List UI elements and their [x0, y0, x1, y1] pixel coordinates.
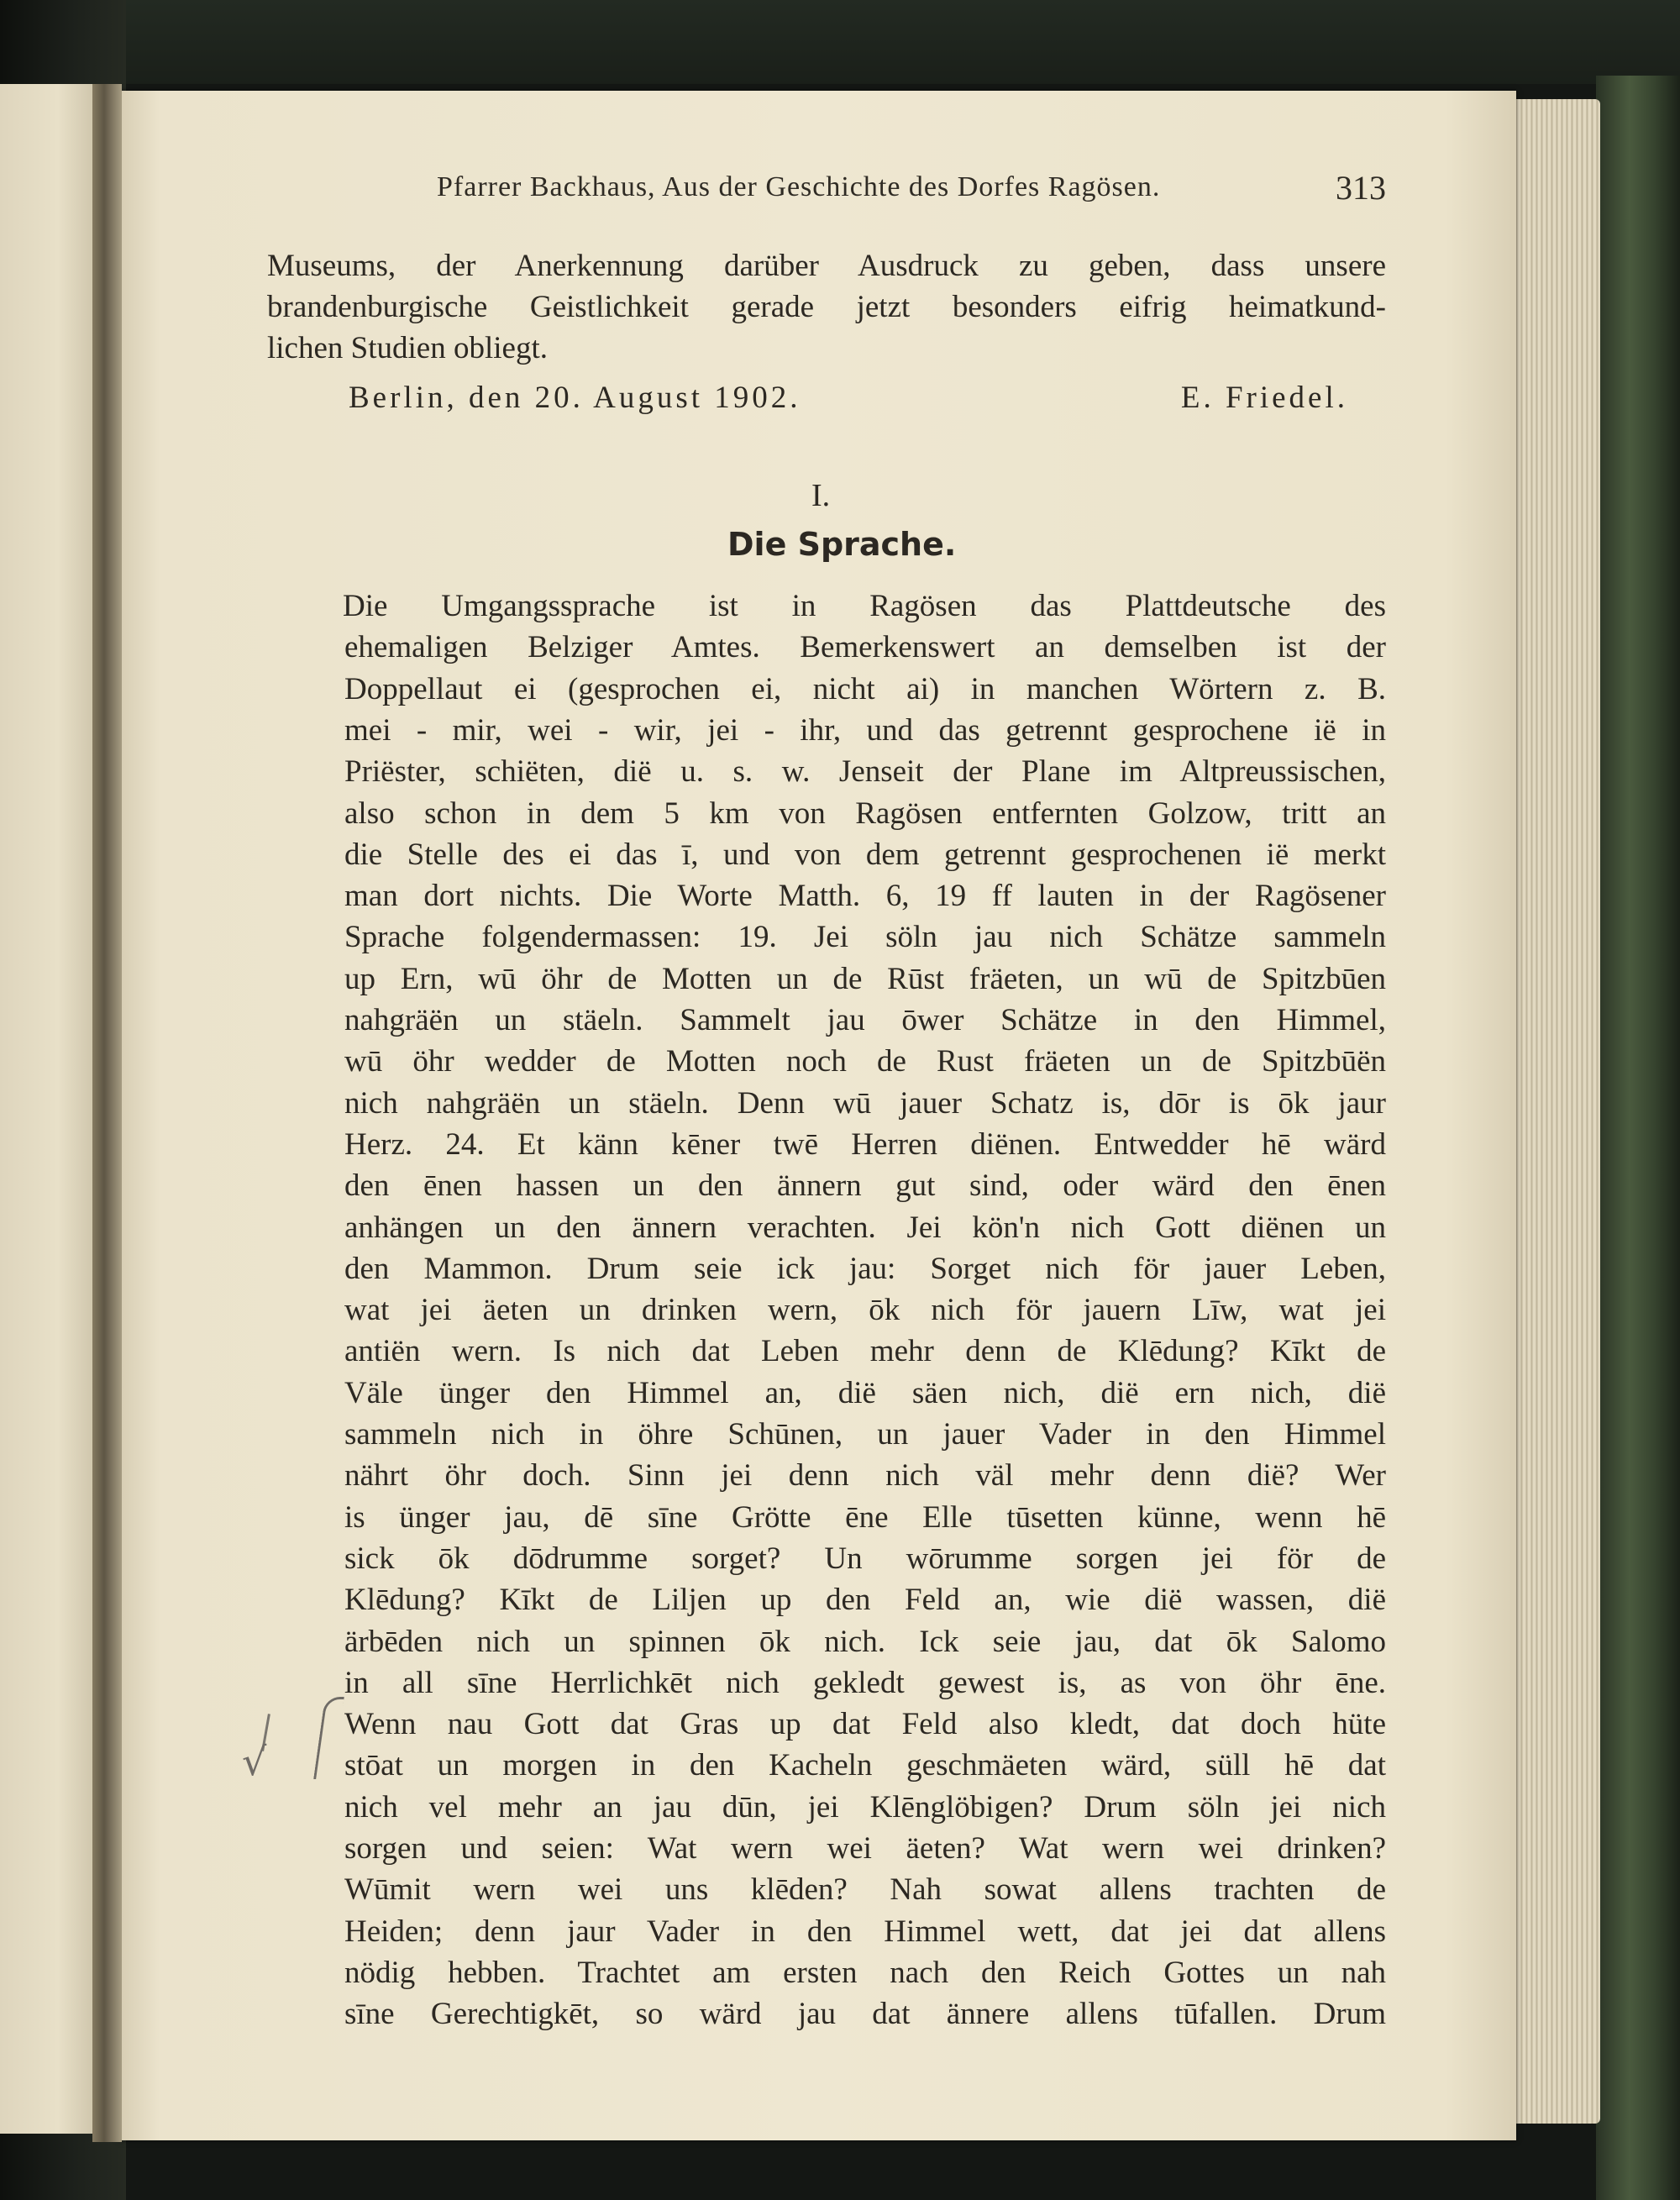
book-cover-right	[1596, 76, 1680, 2200]
body-line: sick ōk dōdrumme sorget? Un wōrumme sorgen jei för de	[344, 1541, 1386, 1576]
body-line: den ēnen hassen un den ännern gut sind, oder wärd den ēnen	[344, 1168, 1386, 1203]
check-mark-icon: √	[242, 1739, 267, 1784]
body-line: in all sīne Herrlichkēt nich gekledt gewest is, as von öhr ēne.	[344, 1666, 1386, 1700]
body-line: Wenn nau Gott dat Gras up dat Feld also kledt, dat doch hüte	[344, 1707, 1386, 1741]
body-line: sammeln nich in öhre Schūnen, un jauer Vader in den Himmel	[344, 1417, 1386, 1452]
page-edges	[1508, 99, 1600, 2124]
body-line: die Stelle des ei das ī, und von dem getrennt gesprochenen ië merkt	[344, 837, 1386, 872]
section-title: Die Sprache.	[727, 526, 957, 563]
body-line: wū öhr wedder de Motten noch de Rust fräeten un de Spitzbūën	[344, 1044, 1386, 1079]
body-line: nährt öhr doch. Sinn jei denn nich väl mehr denn dië? Wer	[344, 1458, 1386, 1493]
text-line: lichen Studien obliegt.	[267, 331, 548, 365]
page-number: 313	[1336, 169, 1386, 207]
body-line: Wūmit wern wei uns klēden? Nah sowat allens trachten de	[344, 1872, 1386, 1907]
body-line: ärbēden nich un spinnen ōk nich. Ick seie jau, dat ōk Salomo	[344, 1625, 1386, 1659]
body-line: Doppellaut ei (gesprochen ei, nicht ai) in manchen Wörtern z. B.	[344, 672, 1386, 706]
body-line: anhängen un den ännern verachten. Jei kön'n nich Gott diënen un	[344, 1210, 1386, 1245]
body-line: man dort nichts. Die Worte Matth. 6, 19 ff lauten in der Ragösener	[344, 879, 1386, 913]
text-line: Museums, der Anerkennung darüber Ausdruck zu geben, dass unsere	[267, 249, 1386, 283]
body-line: Die Umgangssprache ist in Ragösen das Plattdeutsche des	[343, 589, 1386, 623]
body-line: stōat un morgen in den Kacheln geschmäeten wärd, süll hē dat	[344, 1748, 1386, 1783]
body-line: nahgräën un stäeln. Sammelt jau ōwer Schätze in den Himmel,	[344, 1003, 1386, 1037]
body-line: up Ern, wū öhr de Motten un de Rūst fräeten, un wū de Spitzbūen	[344, 962, 1386, 996]
body-line: Väle ünger den Himmel an, dië säen nich, dië ern nich, dië	[344, 1376, 1386, 1410]
body-line: den Mammon. Drum seie ick jau: Sorget nich för jauer Leben,	[344, 1252, 1386, 1286]
book-gutter	[92, 84, 122, 2142]
body-line: Priëster, schiëten, dië u. s. w. Jenseit der Plane im Altpreussischen,	[344, 754, 1386, 789]
body-line: is ünger jau, dē sīne Grötte ēne Elle tūsetten künne, wenn hē	[344, 1500, 1386, 1535]
body-line: nödig hebben. Trachtet am ersten nach den Reich Gottes un nah	[344, 1956, 1386, 1990]
text-line: brandenburgische Geistlichkeit gerade jetzt besonders eifrig heimatkund-	[267, 290, 1386, 324]
body-line: Herz. 24. Et känn kēner twē Herren diënen. Entwedder hē wärd	[344, 1127, 1386, 1162]
body-line: mei - mir, wei - wir, jei - ihr, und das getrennt gesprochene ië in	[344, 713, 1386, 748]
signature-line	[349, 380, 1348, 416]
body-line: sorgen und seien: Wat wern wei äeten? Wat wern wei drinken?	[344, 1831, 1386, 1866]
running-head: Pfarrer Backhaus, Aus der Geschichte des Dorfes Ragösen.	[437, 171, 1161, 202]
body-line: Klēdung? Kīkt de Liljen up den Feld an, wie dië wassen, dië	[344, 1583, 1386, 1617]
body-line: nich vel mehr an jau dūn, jei Klēnglöbigen? Drum söln jei nich	[344, 1790, 1386, 1825]
body-line: wat jei äeten un drinken wern, ōk nich för jauern Līw, wat jei	[344, 1293, 1386, 1327]
body-line: sīne Gerechtigkēt, so wärd jau dat ännere allens tūfallen. Drum	[344, 1997, 1386, 2031]
facing-page	[0, 84, 105, 2134]
body-line: Sprache folgendermassen: 19. Jei söln jau nich Schätze sammeln	[344, 920, 1386, 954]
body-line: ehemaligen Belziger Amtes. Bemerkenswert an demselben ist der	[344, 630, 1386, 664]
book-cover-top	[0, 0, 1680, 84]
body-line: antiën wern. Is nich dat Leben mehr denn de Klēdung? Kīkt de	[344, 1334, 1386, 1368]
body-line: also schon in dem 5 km von Ragösen entfernten Golzow, tritt an	[344, 796, 1386, 831]
body-line: nich nahgräën un stäeln. Denn wū jauer Schatz is, dōr is ōk jaur	[344, 1086, 1386, 1121]
signature-place-date: Berlin, den 20. August 1902.	[349, 381, 801, 415]
signature-name: E. Friedel.	[1180, 381, 1348, 415]
body-line: Heiden; denn jaur Vader in den Himmel wett, dat jei dat allens	[344, 1914, 1386, 1949]
section-number: I.	[811, 478, 831, 513]
